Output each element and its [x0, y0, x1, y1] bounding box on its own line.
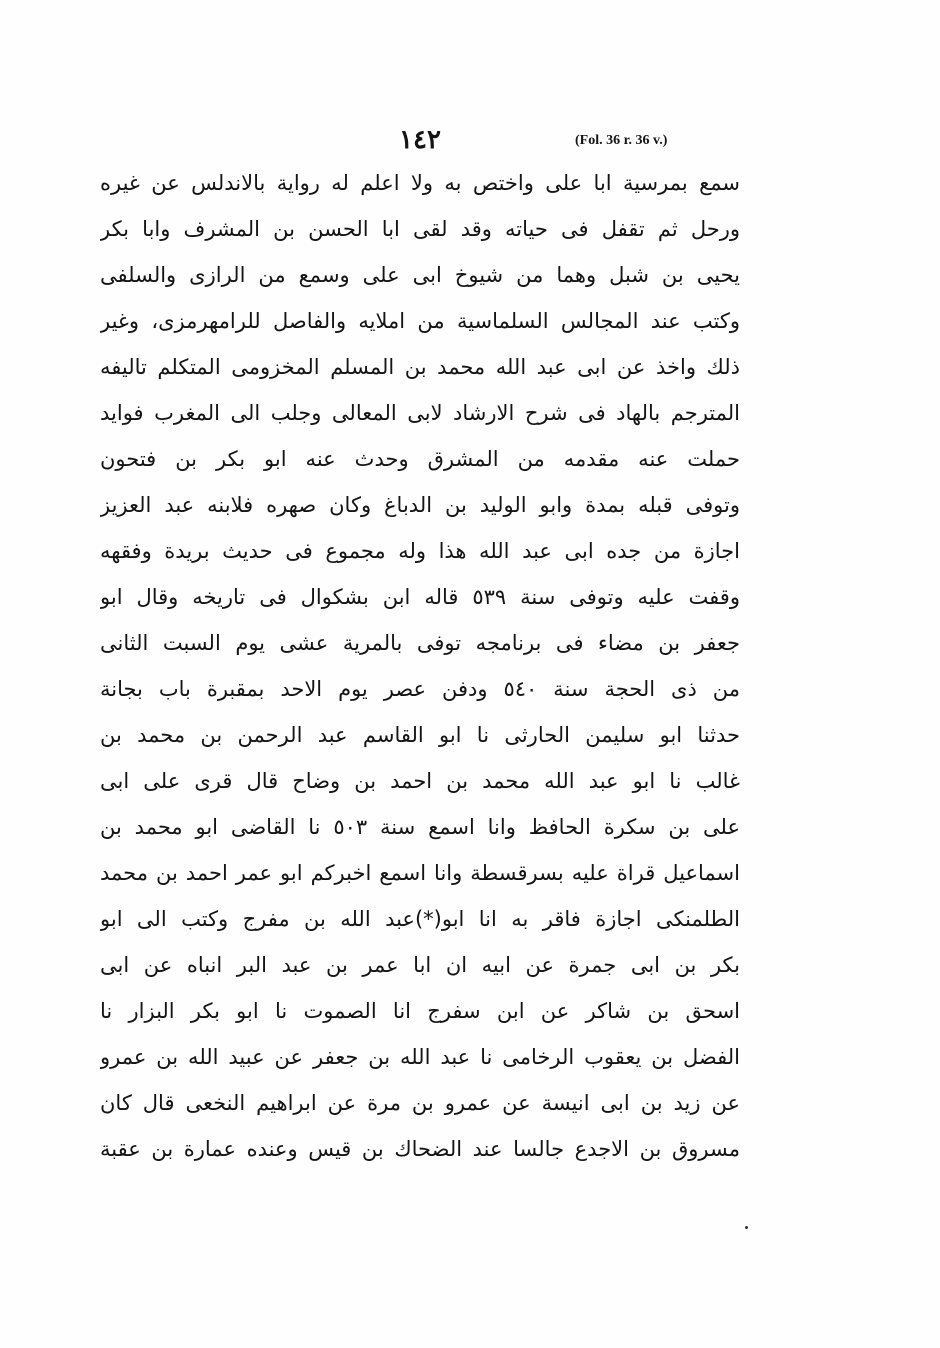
text-line: اسماعيل قراة عليه بسرقسطة وانا اسمع اخبركم ابو عمر احمد بن محمد: [100, 861, 740, 885]
text-line: مسروق بن الاجدع جالسا عند الضحاك بن قيس وعنده عمارة بن عقبة: [100, 1137, 740, 1161]
text-line: وقفت عليه وتوفى سنة ٥٣٩ قاله ابن بشكوال فى تاريخه وقال ابو: [100, 585, 740, 609]
text-line: الطلمنكى اجازة فاقر به انا ابو(*)عبد الله بن مفرج وكتب الى ابو: [100, 907, 740, 931]
text-line: ذلك واخذ عن ابى عبد الله محمد بن المسلم المخزومى المتكلم تاليفه: [100, 355, 740, 379]
text-line: عن زيد بن ابى انيسة عن عمرو بن مرة عن ابراهيم النخعى قال كان: [100, 1091, 740, 1115]
text-line: بكر بن ابى جمرة عن ابيه ان ابا عمر بن عبد البر انباه عن ابى: [100, 953, 740, 977]
text-line: الفضل بن يعقوب الرخامى نا عبد الله بن جعفر عن عبيد الله بن عمرو: [100, 1045, 740, 1069]
text-line: وكتب عند المجالس السلماسية من املايه والفاصل للرامهرمزى، وغير: [100, 309, 740, 333]
text-line: غالب نا ابو عبد الله محمد بن احمد بن وضاح قال قرى على ابى: [100, 769, 740, 793]
text-line: المترجم بالهاد فى شرح الارشاد لابى المعالى وجلب الى المغرب فوايد: [100, 401, 740, 425]
text-line: يحيى بن شبل وهما من شيوخ ابى على وسمع من الرازى والسلفى: [100, 263, 740, 287]
page-number: ١٤٢: [399, 125, 441, 155]
text-line: وتوفى قبله بمدة وابو الوليد بن الدباغ وكان صهره فلابنه عبد العزيز: [100, 493, 740, 517]
text-line: حدثنا ابو سليمن الحارثى نا ابو القاسم عبد الرحمن بن محمد بن: [100, 723, 740, 747]
text-line: اجازة من جده ابى عبد الله هذا وله مجموع فى حديث بريدة وفقهه: [100, 539, 740, 563]
text-line: من ذى الحجة سنة ٥٤٠ ودفن عصر يوم الاحد بمقبرة باب بجانة: [100, 677, 740, 701]
text-line: حملت عنه مقدمه من المشرق وحدث عنه ابو بكر بن فتحون: [100, 447, 740, 471]
text-line: ورحل ثم تقفل فى حياته وقد لقى ابا الحسن بن المشرف وابا بكر: [100, 217, 740, 241]
text-line: جعفر بن مضاء فى برنامجه توفى بالمرية عشى يوم السبت الثانى: [100, 631, 740, 655]
stray-dot-mark: [745, 1226, 748, 1229]
text-line: سمع بمرسية ابا على واختص به ولا اعلم له رواية بالاندلس عن غيره: [100, 171, 740, 195]
text-line: اسحق بن شاكر عن ابن سفرج انا الصموت نا ابو بكر البزار نا: [100, 999, 740, 1023]
arabic-text-body: [100, 160, 740, 1172]
folio-reference: (Fol. 36 r. 36 v.): [575, 133, 668, 148]
text-line: على بن سكرة الحافظ وانا اسمع سنة ٥٠٣ نا القاضى ابو محمد بن: [100, 815, 740, 839]
